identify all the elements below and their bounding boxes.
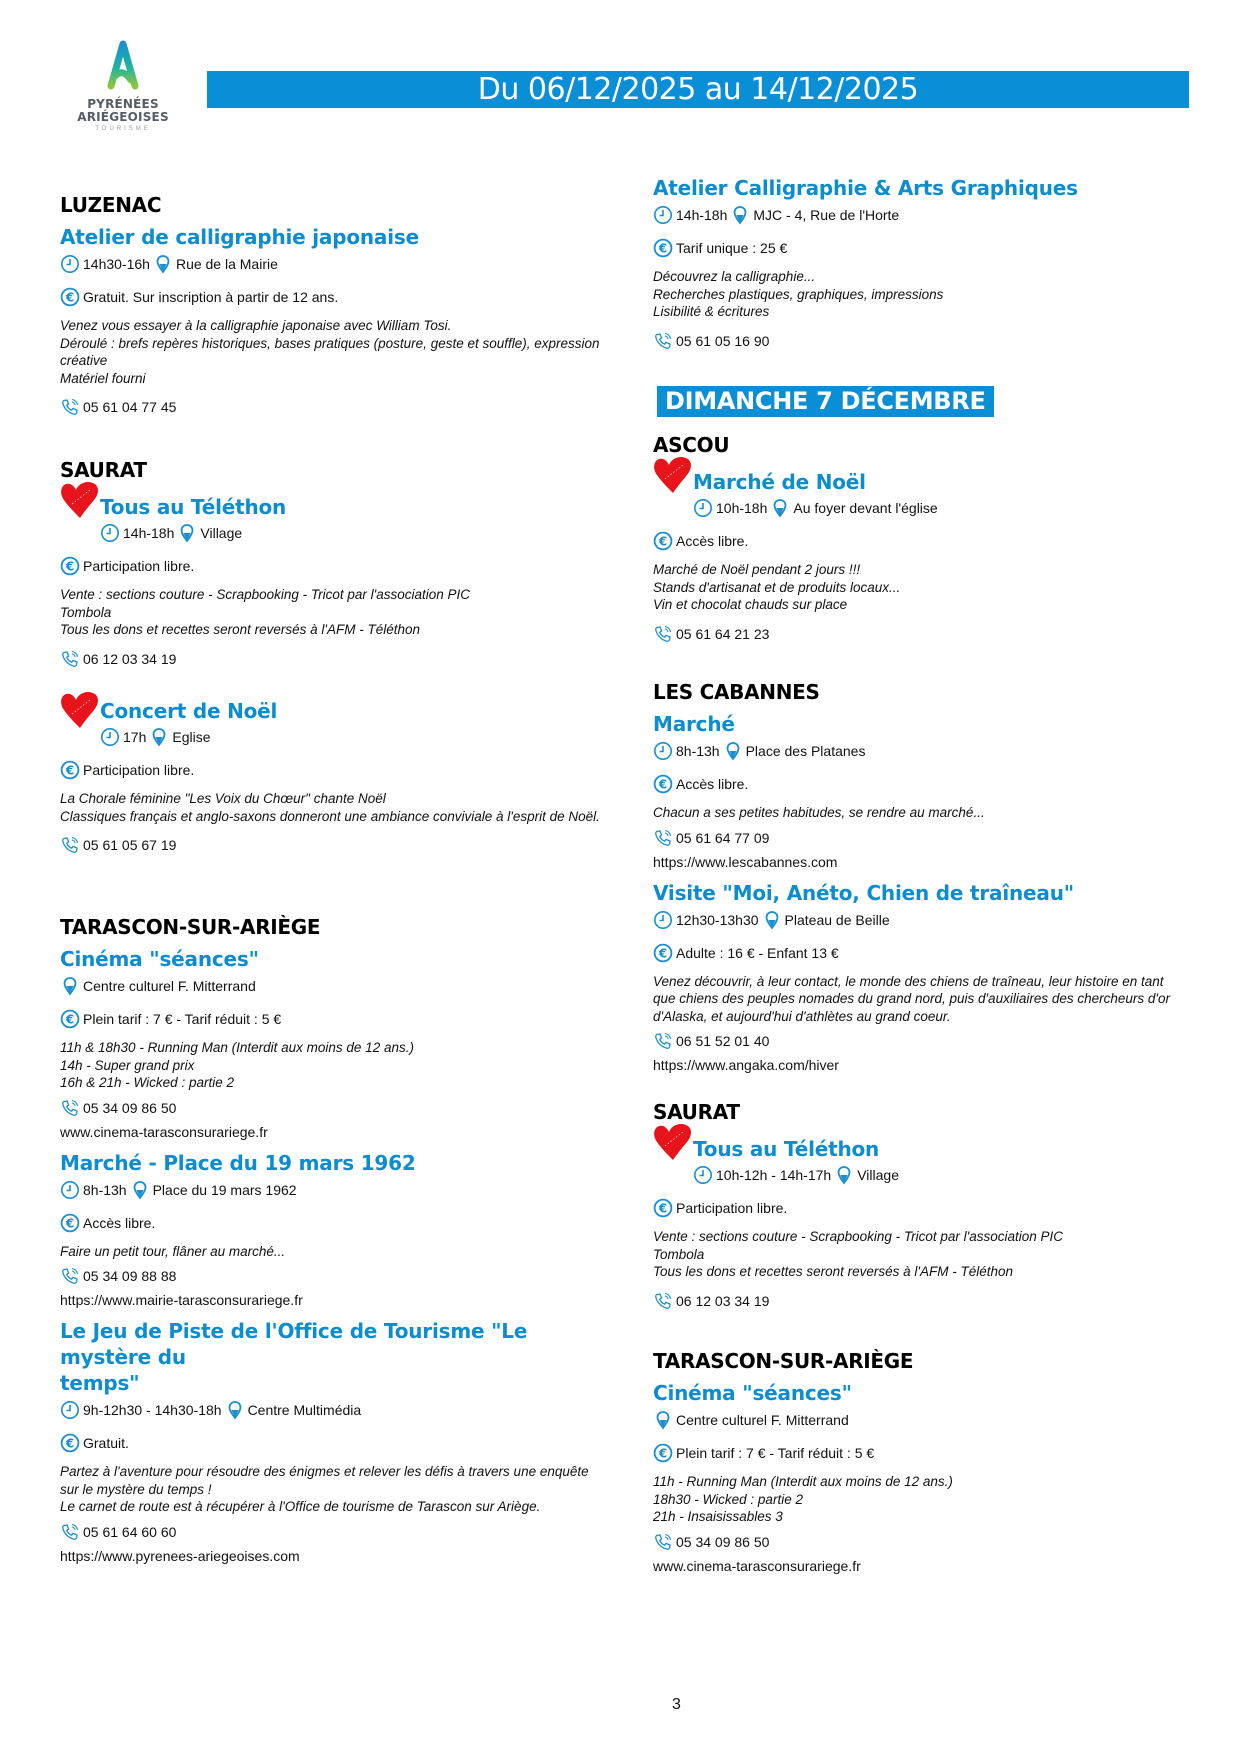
euro-icon bbox=[60, 1213, 80, 1233]
desc-line: Le carnet de route est à récupérer à l'Office de tourisme de Tarascon sur Ariège. bbox=[60, 1499, 541, 1514]
section-ascou bbox=[653, 433, 1193, 644]
event-phone bbox=[60, 649, 620, 669]
event-time: 14h30-16h bbox=[83, 256, 150, 272]
clock-icon bbox=[653, 910, 673, 930]
phone-number: 05 61 05 16 90 bbox=[676, 332, 770, 349]
desc-line: Faire un petit tour, flâner au marché... bbox=[60, 1243, 286, 1259]
logo bbox=[68, 40, 178, 140]
clock-icon bbox=[100, 523, 120, 543]
logo-line1: PYRÉNÉES bbox=[87, 97, 159, 111]
event-phone bbox=[60, 1098, 620, 1118]
event-phone bbox=[60, 835, 620, 855]
phone-icon bbox=[653, 331, 673, 351]
website-link[interactable]: www.cinema-tarasconsurariege.fr bbox=[653, 1557, 861, 1574]
euro-icon bbox=[653, 1443, 673, 1463]
event-place: Village bbox=[857, 1167, 899, 1183]
section-saurat-sunday bbox=[653, 1100, 1193, 1311]
town-heading: TARASCON-SUR-ARIÈGE bbox=[60, 915, 321, 939]
event-time-place bbox=[60, 1400, 620, 1420]
event-price bbox=[653, 774, 1193, 794]
phone-icon bbox=[653, 828, 673, 848]
website-link[interactable]: https://www.pyrenees-ariegeoises.com bbox=[60, 1547, 300, 1564]
event-description bbox=[653, 804, 1193, 822]
price-text: Plein tarif : 7 € - Tarif réduit : 5 € bbox=[676, 1445, 875, 1461]
event-concert-noel bbox=[60, 690, 620, 855]
event-title: Marché - Place du 19 mars 1962 bbox=[60, 1150, 416, 1175]
desc-line: Tous les dons et recettes seront reversés à l'AFM - Téléthon bbox=[60, 622, 420, 637]
heart-icon bbox=[651, 1122, 695, 1162]
heart-icon bbox=[58, 480, 102, 520]
event-description bbox=[60, 586, 620, 639]
clock-icon bbox=[60, 254, 80, 274]
event-title: Tous au Téléthon bbox=[100, 495, 287, 519]
event-time: 14h-18h bbox=[676, 207, 728, 223]
location-pin-icon bbox=[177, 523, 197, 543]
town-heading: SAURAT bbox=[653, 1100, 740, 1124]
phone-icon bbox=[60, 649, 80, 669]
event-time-place bbox=[60, 254, 620, 274]
logo-mark-icon bbox=[101, 40, 145, 98]
desc-line: Vin et chocolat chauds sur place bbox=[653, 597, 848, 612]
euro-icon bbox=[653, 531, 673, 551]
desc-line: Déroulé : brefs repères historiques, bases pratiques (posture, geste et souffle), expression créative bbox=[60, 335, 600, 368]
price-text: Participation libre. bbox=[83, 558, 195, 574]
event-price bbox=[60, 1433, 620, 1453]
event-description bbox=[653, 973, 1183, 1026]
clock-icon bbox=[693, 498, 713, 518]
heart-icon bbox=[651, 455, 695, 495]
page-number: 3 bbox=[672, 1696, 681, 1713]
date-range-banner: Du 06/12/2025 au 14/12/2025 bbox=[207, 71, 1189, 108]
event-time: 8h-13h bbox=[83, 1181, 127, 1198]
heart-icon bbox=[58, 690, 102, 730]
event-description bbox=[653, 1473, 1193, 1526]
event-title: Cinéma "séances" bbox=[653, 1381, 852, 1405]
location-pin-icon bbox=[225, 1400, 245, 1420]
event-price bbox=[60, 760, 620, 780]
desc-line: Tous les dons et recettes seront reversés à l'AFM - Téléthon bbox=[653, 1264, 1013, 1279]
event-price bbox=[653, 943, 1193, 963]
desc-line: 16h & 21h - Wicked : partie 2 bbox=[60, 1075, 234, 1090]
event-time: 14h-18h bbox=[123, 525, 175, 541]
event-phone bbox=[60, 1266, 620, 1286]
event-phone bbox=[653, 1031, 1193, 1051]
phone-number: 05 61 05 67 19 bbox=[83, 837, 177, 853]
event-price bbox=[60, 287, 620, 307]
phone-icon bbox=[60, 1266, 80, 1286]
price-text: Gratuit. bbox=[83, 1435, 129, 1451]
event-title: Visite "Moi, Anéto, Chien de traîneau" bbox=[653, 880, 1074, 905]
event-place-row bbox=[653, 1410, 1193, 1430]
phone-number: 05 34 09 88 88 bbox=[83, 1268, 177, 1284]
town-heading: TARASCON-SUR-ARIÈGE bbox=[653, 1349, 914, 1373]
event-place: Village bbox=[200, 525, 243, 541]
phone-number: 06 51 52 01 40 bbox=[676, 1033, 770, 1049]
town-heading: LUZENAC bbox=[60, 193, 162, 217]
desc-line: La Chorale féminine "Les Voix du Chœur" chante Noël bbox=[60, 791, 386, 806]
event-place: Centre culturel F. Mitterrand bbox=[676, 1412, 849, 1428]
event-time-place bbox=[653, 741, 1193, 761]
euro-icon bbox=[653, 1198, 673, 1218]
event-phone bbox=[653, 331, 1193, 351]
location-pin-icon bbox=[730, 205, 750, 225]
desc-line: Matériel fourni bbox=[60, 370, 146, 386]
phone-number: 06 12 03 34 19 bbox=[676, 1292, 770, 1309]
event-time-place bbox=[653, 205, 1193, 225]
event-time-place bbox=[60, 523, 620, 543]
desc-line: Stands d'artisanat et de produits locaux... bbox=[653, 579, 901, 595]
event-place-row bbox=[60, 976, 620, 996]
location-pin-icon bbox=[60, 976, 80, 996]
event-price bbox=[653, 1443, 1193, 1463]
phone-number: 05 61 64 77 09 bbox=[676, 829, 770, 846]
website-link[interactable]: https://www.lescabannes.com bbox=[653, 853, 838, 870]
event-time: 10h-12h - 14h-17h bbox=[716, 1167, 832, 1183]
event-time: 17h bbox=[123, 729, 147, 745]
euro-icon bbox=[653, 943, 673, 963]
clock-icon bbox=[60, 1180, 80, 1200]
event-title: Marché de Noël bbox=[693, 470, 866, 494]
town-heading: LES CABANNES bbox=[653, 680, 820, 704]
event-description bbox=[60, 1243, 620, 1261]
event-title: Tous au Téléthon bbox=[693, 1137, 880, 1161]
desc-line: Vente : sections couture - Scrapbooking - Tricot par l'association PIC bbox=[60, 587, 471, 602]
desc-line: 11h - Running Man (Interdit aux moins de 12 ans.) bbox=[653, 1474, 953, 1489]
event-description bbox=[60, 317, 620, 387]
phone-icon bbox=[60, 1522, 80, 1542]
event-time-place bbox=[653, 910, 1193, 930]
section-saurat bbox=[60, 458, 620, 669]
event-description bbox=[60, 1463, 600, 1516]
location-pin-icon bbox=[653, 1410, 673, 1430]
event-phone bbox=[653, 828, 1193, 848]
desc-line: 18h30 - Wicked : partie 2 bbox=[653, 1491, 803, 1507]
event-title bbox=[60, 1318, 620, 1396]
event-description bbox=[653, 1228, 1193, 1281]
event-phone bbox=[653, 1291, 1193, 1311]
price-text: Tarif unique : 25 € bbox=[676, 240, 788, 256]
location-pin-icon bbox=[723, 741, 743, 761]
price-text: Gratuit. Sur inscription à partir de 12 ans. bbox=[83, 289, 339, 305]
event-price bbox=[653, 238, 1193, 258]
phone-icon bbox=[653, 624, 673, 644]
event-place: Plateau de Beille bbox=[784, 911, 890, 928]
section-tarascon bbox=[60, 915, 620, 1566]
phone-number: 06 12 03 34 19 bbox=[83, 650, 177, 667]
logo-line3: TOURISME bbox=[95, 126, 151, 132]
event-time-place bbox=[60, 1180, 620, 1200]
clock-icon bbox=[100, 727, 120, 747]
website-link[interactable]: https://www.mairie-tarasconsurariege.fr bbox=[60, 1292, 303, 1308]
desc-line: Recherches plastiques, graphiques, impressions bbox=[653, 286, 944, 302]
euro-icon bbox=[60, 1433, 80, 1453]
phone-icon bbox=[653, 1532, 673, 1552]
phone-icon bbox=[60, 835, 80, 855]
phone-number: 05 61 64 60 60 bbox=[83, 1523, 177, 1540]
phone-icon bbox=[653, 1031, 673, 1051]
phone-icon bbox=[60, 397, 80, 417]
desc-line: 14h - Super grand prix bbox=[60, 1057, 195, 1073]
desc-line: Découvrez la calligraphie... bbox=[653, 269, 816, 284]
section-les-cabannes bbox=[653, 680, 1193, 1075]
euro-icon bbox=[60, 556, 80, 576]
event-price bbox=[653, 531, 1193, 551]
phone-icon bbox=[653, 1291, 673, 1311]
clock-icon bbox=[653, 741, 673, 761]
town-heading: ASCOU bbox=[653, 433, 730, 457]
event-phone bbox=[60, 1522, 620, 1542]
location-pin-icon bbox=[153, 254, 173, 274]
desc-line: Classiques français et anglo-saxons donneront une ambiance conviviale à l'esprit de Noël. bbox=[60, 808, 600, 824]
location-pin-icon bbox=[762, 910, 782, 930]
phone-number: 05 61 04 77 45 bbox=[83, 399, 177, 415]
clock-icon bbox=[60, 1400, 80, 1420]
price-text: Adulte : 16 € - Enfant 13 € bbox=[676, 944, 839, 961]
euro-icon bbox=[60, 760, 80, 780]
desc-line: Vente : sections couture - Scrapbooking - Tricot par l'association PIC bbox=[653, 1229, 1064, 1244]
event-title: Atelier de calligraphie japonaise bbox=[60, 225, 419, 249]
location-pin-icon bbox=[770, 498, 790, 518]
event-place: Place du 19 mars 1962 bbox=[152, 1181, 297, 1198]
event-place: Centre culturel F. Mitterrand bbox=[83, 978, 256, 994]
event-price bbox=[653, 1198, 1193, 1218]
event-time: 8h-13h bbox=[676, 743, 720, 759]
event-time: 9h-12h30 - 14h30-18h bbox=[83, 1402, 222, 1418]
desc-line: Marché de Noël pendant 2 jours !!! bbox=[653, 562, 861, 577]
phone-number: 05 34 09 86 50 bbox=[83, 1099, 177, 1116]
event-place: Place des Platanes bbox=[745, 743, 866, 759]
event-title-line: temps" bbox=[60, 1371, 140, 1395]
event-description bbox=[653, 268, 1193, 321]
desc-line: Tombola bbox=[60, 604, 112, 620]
desc-line: Tombola bbox=[653, 1246, 705, 1262]
section-luzenac bbox=[60, 193, 620, 417]
event-title: Marché bbox=[653, 712, 735, 736]
town-heading: SAURAT bbox=[60, 458, 147, 482]
desc-line: Venez découvrir, à leur contact, le monde des chiens de traîneau, leur histoire en tant que chiens des peuples nomades du grand nord, puis d'auxiliaires des chercheurs d'or d'Alaska, et aujourd'hui d'athlètes au grand coeur. bbox=[653, 973, 1170, 1024]
event-place: MJC - 4, Rue de l'Horte bbox=[753, 207, 900, 223]
event-phone bbox=[60, 397, 620, 417]
event-description bbox=[60, 1039, 620, 1092]
event-time: 12h30-13h30 bbox=[676, 911, 759, 928]
event-place: Eglise bbox=[172, 729, 211, 745]
desc-line: Venez vous essayer à la calligraphie japonaise avec William Tosi. bbox=[60, 318, 452, 333]
price-text: Accès libre. bbox=[676, 533, 749, 549]
desc-line: Chacun a ses petites habitudes, se rendre au marché... bbox=[653, 805, 985, 820]
clock-icon bbox=[693, 1165, 713, 1185]
event-place: Au foyer devant l'église bbox=[793, 500, 938, 516]
euro-icon bbox=[653, 774, 673, 794]
event-time-place bbox=[60, 727, 620, 747]
location-pin-icon bbox=[149, 727, 169, 747]
price-text: Accès libre. bbox=[83, 1214, 156, 1231]
price-text: Accès libre. bbox=[676, 776, 749, 792]
section-tarascon-sunday bbox=[653, 1349, 1193, 1576]
day-banner: DIMANCHE 7 DÉCEMBRE bbox=[657, 386, 994, 417]
phone-icon bbox=[60, 1098, 80, 1118]
price-text: Plein tarif : 7 € - Tarif réduit : 5 € bbox=[83, 1011, 282, 1027]
location-pin-icon bbox=[834, 1165, 854, 1185]
euro-icon bbox=[60, 1009, 80, 1029]
phone-number: 05 34 09 86 50 bbox=[676, 1533, 770, 1550]
clock-icon bbox=[653, 205, 673, 225]
event-phone bbox=[653, 624, 1193, 644]
event-description bbox=[60, 790, 600, 825]
event-title: Cinéma "séances" bbox=[60, 947, 259, 971]
website-link[interactable]: www.cinema-tarasconsurariege.fr bbox=[60, 1123, 268, 1140]
euro-icon bbox=[653, 238, 673, 258]
euro-icon bbox=[60, 287, 80, 307]
phone-number: 05 61 64 21 23 bbox=[676, 625, 770, 642]
event-price bbox=[60, 556, 620, 576]
event-time: 10h-18h bbox=[716, 500, 768, 516]
event-price bbox=[60, 1213, 620, 1233]
desc-line: 11h & 18h30 - Running Man (Interdit aux moins de 12 ans.) bbox=[60, 1040, 414, 1055]
price-text: Participation libre. bbox=[676, 1200, 788, 1216]
event-price bbox=[60, 1009, 620, 1029]
event-place: Rue de la Mairie bbox=[175, 256, 278, 272]
event-time-place bbox=[653, 498, 1193, 518]
website-link[interactable]: https://www.angaka.com/hiver bbox=[653, 1057, 839, 1073]
event-title-line: Le Jeu de Piste de l'Office de Tourisme "Le mystère du bbox=[60, 1319, 528, 1369]
event-phone bbox=[653, 1532, 1193, 1552]
logo-line2: ARIÉGEOISES bbox=[77, 110, 169, 124]
desc-line: Partez à l'aventure pour résoudre des énigmes et relever les défis à travers une enquête sur le mystère du temps ! bbox=[60, 1464, 589, 1497]
price-text: Participation libre. bbox=[83, 762, 195, 778]
event-place: Centre Multimédia bbox=[247, 1402, 362, 1418]
location-pin-icon bbox=[130, 1180, 150, 1200]
event-time-place bbox=[653, 1165, 1193, 1185]
desc-line: Lisibilité & écritures bbox=[653, 304, 770, 319]
event-title: Concert de Noël bbox=[100, 699, 278, 723]
desc-line: 21h - Insaisissables 3 bbox=[653, 1509, 783, 1524]
event-atelier-calligraphie bbox=[653, 175, 1193, 351]
event-title: Atelier Calligraphie & Arts Graphiques bbox=[653, 176, 1078, 200]
event-description bbox=[653, 561, 1193, 614]
